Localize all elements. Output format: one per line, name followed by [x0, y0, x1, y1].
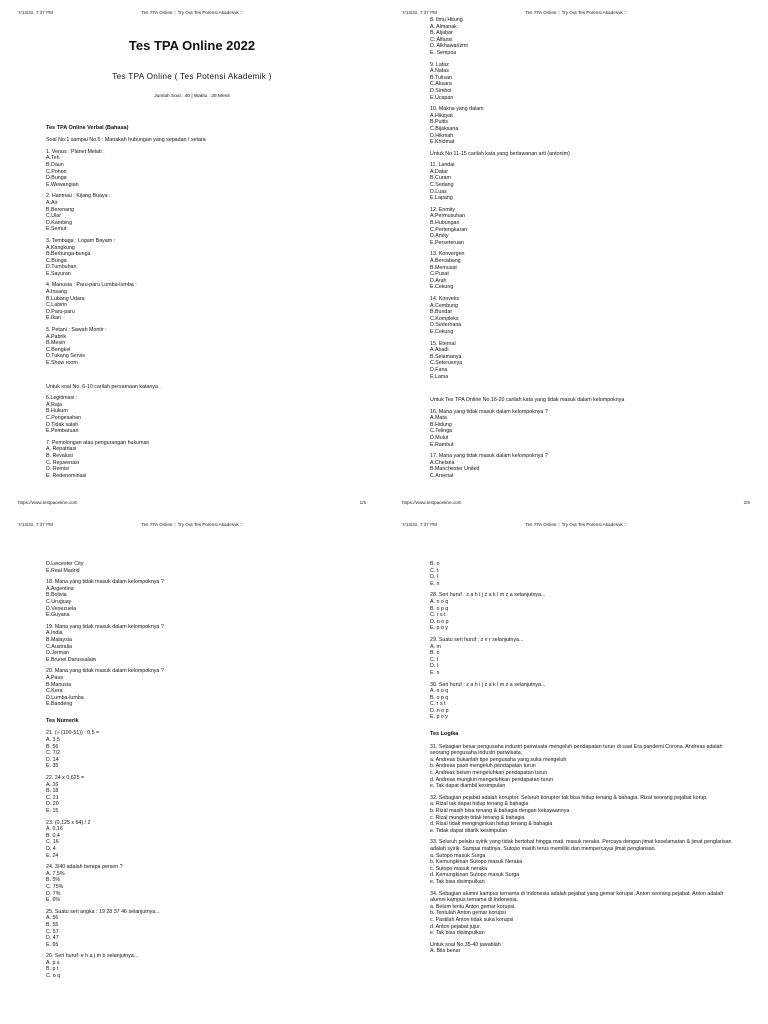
answer-option: A. 7,5% — [46, 870, 65, 877]
answer-option: B. Revalusi — [46, 452, 73, 459]
question-text: 14. Konveks — [430, 295, 460, 302]
answer-option: E.Guyana — [46, 612, 70, 619]
header-title: Tes TPA Online :: Try Out Tes Potensi Akademik :: — [141, 522, 243, 527]
answer-option: D.Arah — [430, 277, 447, 284]
answer-option: D.Kambing — [46, 219, 73, 226]
answer-option: C.Kera — [46, 688, 63, 695]
question-item — [46, 624, 356, 664]
answer-option: E.Rambut — [430, 441, 454, 448]
spacer — [430, 385, 740, 397]
answer-option: a. Andreas bukanlah tipe pengusaha yang suka mengeluh — [430, 756, 567, 763]
answer-option: D.Amity — [430, 233, 449, 240]
header-title: Tes TPA Online :: Try Out Tes Potensi Akademik :: — [141, 10, 243, 15]
answer-option: B.Lubang Udara — [46, 295, 85, 302]
footer-url[interactable]: https://www.testpaonline.com — [18, 500, 78, 505]
answer-option: C.Pertengkaran — [430, 226, 468, 233]
answer-option: B. 5% — [46, 877, 61, 884]
page-footer — [0, 500, 384, 508]
section-heading: Tes Numerik — [46, 717, 79, 724]
answer-option: D.Fana — [430, 366, 448, 373]
answer-option: E.Pembaruan — [46, 428, 79, 435]
answer-option: D. 7% — [46, 890, 61, 897]
answer-option: C. 21 — [46, 794, 59, 801]
question-text: 28. Seri huruf : z a h i j z a k l m z a selanjutnya... — [430, 592, 546, 599]
answer-option: E.Wewangian — [46, 181, 79, 188]
answer-option: A. p s — [46, 959, 60, 966]
question-item — [46, 909, 356, 949]
answer-option: E.Ucapan — [430, 94, 454, 101]
answer-option: C.Australia — [46, 643, 72, 650]
pdf-page-2 — [384, 0, 768, 512]
question-item — [46, 149, 356, 189]
question-item — [430, 409, 740, 449]
spacer — [46, 372, 356, 384]
question-item — [46, 579, 356, 619]
question-item — [430, 17, 740, 57]
page-footer — [384, 500, 768, 508]
answer-option: E.Khidmat — [430, 139, 455, 146]
answer-option: E. 15 — [46, 808, 59, 814]
answer-option: D.Paru-paru — [46, 308, 75, 315]
answer-option: b. Kemungkinan Sutopo masuk Neraka — [430, 859, 523, 866]
answer-option: B. 56 — [46, 743, 59, 750]
answer-option: E.Sayuran — [46, 270, 71, 277]
answer-option: C.Telinga — [430, 428, 453, 435]
answer-option: D.Tumbuhan — [46, 264, 77, 271]
answer-option: E.Perseteruan — [430, 239, 464, 246]
question-item — [46, 864, 356, 904]
section-heading: Tes Logika — [430, 731, 459, 738]
answer-option: B. o — [430, 561, 440, 567]
answer-option: D. l — [430, 574, 438, 581]
answer-option: C. 57 — [46, 928, 59, 935]
pdf-page-1 — [0, 0, 384, 512]
answer-option: B.Bundar — [430, 309, 453, 316]
answer-option: B.Tulisan — [430, 74, 452, 81]
answer-option: C. 7/2 — [46, 750, 61, 757]
question-item — [46, 327, 356, 367]
section-heading: Tes TPA Online Verbal (Bahasa) — [46, 124, 129, 131]
answer-option: d. Kemungkinan Sutopo masuk Surga — [430, 872, 520, 879]
answer-option: E.Cekung — [430, 328, 454, 335]
answer-option: D. n o p — [430, 707, 449, 714]
answer-option: D.Tukang Servis — [46, 353, 85, 360]
question-item — [46, 730, 356, 770]
header-title: Tes TPA Online :: Try Out Tes Potensi Akademik :: — [525, 10, 627, 15]
answer-option: d. Rizal tidak menginginkan hidup tenang & bahagia — [430, 821, 553, 828]
page-header — [384, 522, 768, 532]
answer-option: D.Venezuela — [46, 605, 77, 612]
pdf-page-3 — [0, 512, 384, 1024]
answer-option: C.Kompleks — [430, 315, 459, 322]
answer-option: E. p o y — [430, 714, 448, 721]
question-text: 32. Sebagian pejabat adalah koruptor. Seluruh koruptor tak bisa hidup tenang & bahagia. Rizal seorang pejabat korup. — [430, 794, 708, 801]
question-item — [430, 891, 740, 937]
answer-option: E.Real Madrid — [46, 567, 80, 574]
question-text: 16. Mana yang tidak masuk dalam kelompoknya ? — [430, 408, 548, 415]
question-item — [430, 744, 740, 790]
header-datetime: 7/13/22, 7:37 PM — [18, 10, 53, 15]
page-content — [46, 561, 356, 985]
answer-option: B.Hidung — [430, 421, 452, 428]
answer-option: A.Air — [46, 199, 58, 206]
test-meta: Jumlah Soal : 40 | Waktu : 25 Menit — [154, 94, 230, 99]
instruction-text: Untuk soal No. 6-10 carilah persamaan katanya . — [46, 383, 161, 390]
answer-option: A.Cembung — [430, 302, 458, 309]
question-item — [46, 775, 356, 815]
answer-option: E. 35 — [46, 763, 59, 770]
answer-option: D.Bunga — [46, 175, 67, 182]
answer-option: B.Bolivia — [46, 592, 67, 599]
answer-option: A.Teh — [46, 155, 60, 162]
answer-option: D. n o p — [430, 618, 449, 625]
question-text: 33. Seluruh pelaku syirik yang tidak bertobat hingga mati, masuk neraka. Percaya dengan jimat keselamatan & jimat penglarisan adalah syirik. Sampai matinya, Sutopo masih terus memiliki dan mempercayai jimat penglarisan. — [430, 839, 732, 852]
answer-option: B. Aljabar — [430, 30, 453, 37]
page-content — [430, 17, 740, 485]
answer-option: D.Leicester City — [46, 561, 84, 567]
header-datetime: 7/13/22, 7:37 PM — [402, 522, 437, 527]
question-item — [430, 341, 740, 381]
answer-option: D.Simbol — [430, 87, 452, 94]
header-title: Tes TPA Online :: Try Out Tes Potensi Akademik :: — [525, 522, 627, 527]
instruction-text: Soal No.1 sampai No.5 : Manakah hubungan yang sepadan / setara — [46, 137, 206, 144]
question-text: 9. Lafaz — [430, 61, 449, 68]
answer-option: c. Pastilah Anton tidak suka korupsi — [430, 916, 514, 923]
header-datetime: 7/13/22, 7:37 PM — [18, 522, 53, 527]
question-text: 25. Suatu seri angka : 19 28 37 46 selanjutnya... — [46, 908, 160, 915]
question-text: 29. Suatu seri huruf : z v r selanjutnya... — [430, 636, 524, 643]
answer-option: E.Cekung — [430, 284, 454, 291]
answer-option: E. n — [430, 669, 440, 676]
answer-option: C.Uruguay — [46, 598, 72, 605]
answer-option: A.Nafas — [430, 68, 449, 75]
question-item — [430, 592, 740, 632]
answer-option: B. 0,4 — [46, 832, 60, 839]
page-header — [0, 522, 384, 532]
answer-option: D.Jerman — [46, 650, 69, 657]
question-text: 22. 24 x 0,625 = — [46, 775, 85, 782]
answer-option: d. Andreas mungkin mengeluhkan pendapatan turun — [430, 776, 554, 783]
answer-option: C. r s t — [430, 701, 446, 708]
answer-option: A.Insang — [46, 289, 67, 296]
page-content — [46, 30, 356, 484]
answer-option: E.Brunei Darussalam — [46, 656, 97, 663]
question-item — [46, 193, 356, 233]
answer-option: A.Chelsea — [430, 459, 455, 466]
question-text: Untuk soal No.35-40 jawablah : — [430, 941, 504, 948]
question-text: 11. Landai — [430, 162, 455, 169]
answer-option: B. 55 — [46, 921, 59, 928]
answer-option: D.Tidak salah — [46, 421, 79, 428]
question-text: 4. Manusia : Paru-paru Lumba-lumba : — [46, 282, 137, 289]
question-text: 17. Mana yang tidak masuk dalam kelompoknya ? — [430, 453, 548, 460]
answer-option: B.Berbunga-bunga — [46, 251, 91, 258]
question-item — [430, 942, 740, 955]
answer-option: c. Andreas belum mengeluhkan pendapatan turun — [430, 770, 548, 777]
answer-option: D.Sederhana — [430, 322, 462, 329]
answer-option: E. p o y — [430, 625, 448, 632]
answer-option: A.Datar — [430, 168, 448, 175]
answer-option: D. 47 — [46, 935, 59, 942]
question-text: 2. Harimau : Kijang Buaya : — [46, 193, 111, 200]
footer-page-number: 1/5 — [359, 500, 366, 505]
answer-option: B.Berenang — [46, 206, 74, 213]
question-text: 7. Pemolongan atau pengurangan hukuman — [46, 439, 150, 446]
answer-option: A.India — [46, 630, 63, 637]
answer-option: A. Repatriasi — [46, 446, 77, 453]
question-item — [430, 839, 740, 885]
answer-option: A. 3,5 — [46, 737, 60, 744]
answer-option: b. Andreas pasti mengeluh pendapatan turun — [430, 763, 536, 770]
answer-option: C.Labirin — [46, 302, 68, 309]
answer-option: E. 24 — [46, 852, 59, 859]
answer-option: D.Mulut — [430, 435, 449, 442]
question-item — [46, 820, 356, 860]
document-title: Tes TPA Online 2022 — [128, 38, 256, 53]
answer-option: B.Manchester United — [430, 466, 480, 473]
answer-option: b. Tentulah Anton gemar korupsi — [430, 910, 506, 917]
answer-option: D. Alkhawarizmi — [430, 43, 468, 50]
question-text: 19. Mana yang tidak masuk dalam kelompoknya ? — [46, 623, 164, 630]
answer-option: A.Hikayat — [430, 112, 453, 119]
answer-option: D.Luas — [430, 188, 447, 195]
question-text: 24. 3/40 adalah berapa persen ? — [46, 864, 123, 871]
question-item — [46, 395, 356, 435]
answer-option: E.Lama — [430, 373, 449, 380]
question-item — [430, 106, 740, 146]
answer-option: D. 14 — [46, 756, 59, 763]
question-item — [430, 637, 740, 677]
answer-option: c. Rizal mungkin tidak tenang & bahagia — [430, 814, 525, 821]
answer-option: D. l — [430, 663, 438, 670]
footer-page-number: 2/5 — [743, 500, 750, 505]
question-text: 30. Seri huruf : z a h i j z a k l m z a selanjutnya... — [430, 681, 546, 688]
answer-option: e. Tak bisa disimpulkan — [430, 878, 485, 885]
answer-option: a. Belum tentu Anton gemar korupsi. — [430, 903, 516, 910]
answer-option: B. 18 — [46, 788, 59, 795]
answer-option: A.Paus — [46, 674, 64, 681]
question-text: 31. Sebagian besar pengusaha industri pariwisata mengeluh pendapatan turun di saat Era pandemi Corona. Andreas adalah seorang pengusaha industri pariwisata. — [430, 743, 723, 757]
answer-option: B.Memusat — [430, 264, 457, 271]
answer-option: D. 20 — [46, 801, 59, 808]
answer-option: C. t — [430, 656, 439, 663]
answer-option: B.Hubungan — [430, 220, 460, 227]
question-item — [430, 207, 740, 247]
answer-option: A.Bercabang — [430, 258, 461, 264]
answer-option: B. o p q — [430, 605, 449, 612]
question-item — [430, 682, 740, 722]
question-text: 8. Ilmu Hitung — [430, 17, 463, 23]
header-datetime: 7/13/22, 7:37 PM — [402, 10, 437, 15]
answer-option: C. Rejuvenasi — [46, 459, 79, 466]
answer-option: C. Alfansi — [430, 36, 453, 43]
answer-option: A.Abadi — [430, 347, 449, 354]
question-text: 12. Enmity — [430, 206, 456, 213]
answer-option: C. r s t — [430, 612, 446, 619]
question-text: 6.Legitimasi : — [46, 395, 78, 402]
answer-option: C.Bunga — [46, 257, 67, 264]
answer-option: C. t — [430, 567, 439, 574]
answer-option: D.Lumba-lumba — [46, 694, 84, 701]
answer-option: A.Raja — [46, 401, 62, 408]
answer-option: C.Pusat — [430, 271, 449, 278]
answer-option: d. Anton pejabat jujur. — [430, 923, 481, 930]
answer-option: B.Daun — [46, 161, 64, 168]
footer-url[interactable]: https://www.testpaonline.com — [402, 500, 462, 505]
answer-option: A. 0,16 — [46, 826, 63, 833]
answer-option: A. n o q — [430, 688, 449, 695]
question-item — [46, 953, 356, 979]
question-text: 1. Venus : Planet Melati : — [46, 148, 105, 155]
answer-option: B. o p q — [430, 694, 449, 701]
question-item — [430, 251, 740, 291]
question-item — [430, 795, 740, 835]
question-text: 21. (√ (100-51)) : 0,5 = — [46, 730, 100, 737]
answer-option: A. m — [430, 643, 441, 650]
answer-option: C.Seterusnya — [430, 360, 463, 367]
answer-option: C. 75% — [46, 883, 64, 890]
answer-option: B.Manusia — [46, 681, 72, 688]
answer-option: B.Puitis — [430, 119, 448, 126]
answer-option: A.Permusuhan — [430, 213, 466, 220]
answer-option: b. Rizal masih bisa tenang & bahagia dengan kekayaannya — [430, 808, 570, 814]
answer-option: D.Hikmah — [430, 132, 454, 139]
instruction-text: Untuk No.11-15 carilah kata yang berlawanan arti (antonim) — [430, 150, 570, 157]
answer-option: D. 4 — [46, 845, 56, 852]
answer-option: A. n o q — [430, 598, 449, 605]
question-text: 20. Mana yang tidak masuk dalam kelompoknya ? — [46, 668, 164, 675]
answer-option: A.Pabrik — [46, 333, 67, 340]
answer-option: C.Ular — [46, 213, 62, 220]
answer-option: E.Show room — [46, 360, 78, 366]
question-text: 18. Mana yang tidak masuk dalam kelompoknya ? — [46, 579, 164, 586]
answer-option: E. 65 — [46, 941, 59, 948]
answer-option: e. Tak dapat diambil kesimpulan — [430, 783, 506, 790]
answer-option: C. 16 — [46, 839, 59, 846]
answer-option: C.Arsenal — [430, 473, 454, 480]
answer-option: C.Bengkel — [46, 346, 71, 353]
answer-option: c. Sutopo masuk neraka — [430, 865, 488, 872]
answer-option: E.Ikan — [46, 315, 62, 322]
question-item — [430, 62, 740, 102]
answer-option: C.Bijaksana — [430, 125, 459, 132]
answer-option: E.Semut — [46, 226, 67, 233]
answer-option: A. Bila benar — [430, 948, 461, 955]
question-item — [46, 668, 356, 708]
answer-option: E. Redenominasi — [46, 472, 87, 479]
answer-option: e. Tak bisa disimpulkan — [430, 930, 485, 937]
answer-option: A.Kangkung — [46, 244, 75, 251]
question-text: 34. Sebagian alumni kampus ternama di Indonesia adalah pejabat yang gemar korupsi. Anton seorang pejabat. Anton adalah alumni kampus ternama di Indonesia. — [430, 890, 724, 904]
answer-option: E.Bandeng — [46, 701, 73, 708]
answer-option: e. Tidak dapat ditarik kesimpulan — [430, 827, 508, 834]
question-text: 13. Konvergen — [430, 251, 465, 258]
answer-option: C.Pohon — [46, 168, 67, 175]
page-header — [0, 10, 384, 20]
answer-option: E.Lapang — [430, 195, 453, 202]
question-item — [430, 296, 740, 336]
answer-option: C.Aksara — [430, 81, 452, 88]
question-text: 3. Tembaga : Logam Bayam : — [46, 237, 116, 244]
answer-option: A.Mata — [430, 415, 447, 422]
answer-option: C.Sedang — [430, 182, 454, 189]
question-text: 15. Eternal — [430, 340, 456, 347]
answer-option: E. 6% — [46, 897, 61, 904]
question-item — [46, 282, 356, 322]
answer-option: A. 16 — [46, 781, 59, 788]
answer-option: a. Rizal tak dapat hidup tenang & bahagia — [430, 801, 529, 808]
answer-option: A. 56 — [46, 915, 59, 922]
answer-option: B.Mesin — [46, 340, 66, 347]
answer-option: a. Sutopo masuk Surga — [430, 852, 486, 859]
answer-option: C. o q — [46, 973, 61, 980]
answer-option: B.Selamanya — [430, 353, 462, 360]
instruction-text: Untuk Tes TPA Online No.16-20 carilah kata yang tidak masuk dalam kelompoknya — [430, 397, 625, 404]
answer-option: B. o — [430, 650, 440, 657]
question-item — [46, 561, 356, 574]
answer-option: C.Pengesahan — [46, 414, 82, 421]
pdf-page-4 — [384, 512, 768, 1024]
answer-option: E. n — [430, 580, 440, 587]
question-text: 26. Seri huruf: e h a j m b selanjutnya... — [46, 953, 139, 960]
answer-option: B.Malaysia — [46, 636, 72, 643]
question-text: 23. (0,125 x 64) / 2 — [46, 819, 91, 826]
question-text: 10. Makna yang dalam — [430, 106, 484, 113]
question-item — [46, 440, 356, 480]
answer-option: B.Hukum — [46, 408, 68, 415]
answer-option: A.Argentina — [46, 585, 74, 592]
question-item — [46, 238, 356, 278]
answer-option: B. p t — [46, 966, 59, 973]
page-content — [430, 561, 740, 960]
answer-option: B.Curam — [430, 175, 451, 182]
answer-option: E. Sempoa — [430, 49, 457, 56]
question-item — [430, 453, 740, 479]
answer-option: A. Almanak — [430, 23, 457, 30]
question-text: 5. Petani : Sawah Montir : — [46, 327, 107, 334]
document-subtitle: Tes TPA Online ( Tes Potensi Akademik ) — [112, 72, 272, 81]
question-item — [430, 162, 740, 202]
question-item — [430, 561, 740, 587]
answer-option: D. Remisi — [46, 466, 69, 473]
